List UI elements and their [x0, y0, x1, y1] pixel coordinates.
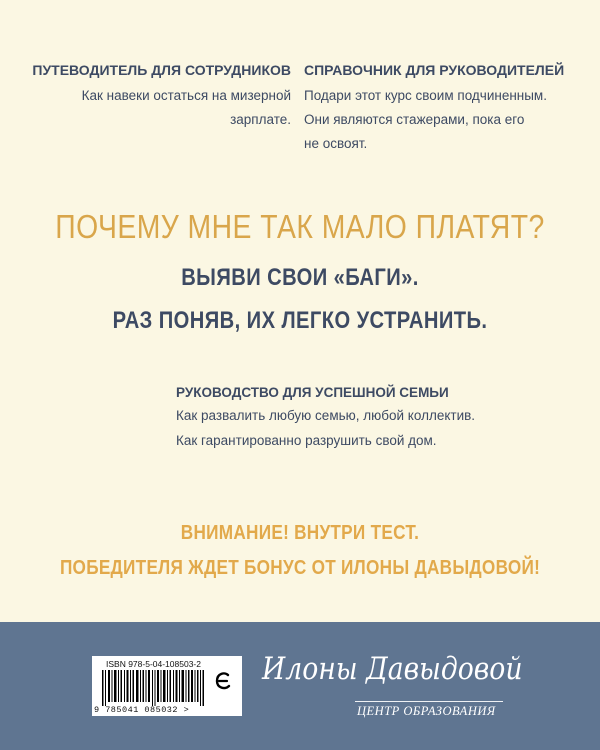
brand-tagline: ЦЕНТР ОБРАЗОВАНИЯ: [357, 704, 496, 718]
brand-signature: Илоны Давыдовой: [262, 651, 523, 687]
managers-guide-line: Они являются стажерами, пока его: [304, 112, 525, 127]
isbn-number: ISBN 978-5-04-108503-2: [106, 659, 201, 669]
brand-divider: [355, 701, 503, 702]
employees-guide-line: зарплате.: [230, 112, 291, 127]
managers-guide-line: не освоят.: [304, 136, 368, 151]
employees-guide-text: [82, 84, 291, 132]
employees-guide-line: Как навеки остаться на мизерной: [81, 88, 291, 103]
barcode-digits: 9 785041 085032 >: [94, 705, 190, 715]
family-guide-line: Как развалить любую семью, любой коллектив.: [176, 408, 476, 423]
managers-guide-heading: СПРАВОЧНИК ДЛЯ РУКОВОДИТЕЛЕЙ: [304, 62, 565, 78]
family-guide-heading: РУКОВОДСТВО ДЛЯ УСПЕШНОЙ СЕМЬИ: [176, 385, 449, 400]
publisher-logo-icon: [212, 670, 234, 692]
notice-line-1: ВНИМАНИЕ! ВНУТРИ ТЕСТ.: [180, 522, 420, 544]
main-question: ПОЧЕМУ МНЕ ТАК МАЛО ПЛАТЯТ?: [55, 208, 545, 245]
main-line-1: ВЫЯВИ СВОИ «БАГИ».: [181, 264, 419, 291]
barcode-bars: [102, 670, 210, 706]
employees-guide-heading: ПУТЕВОДИТЕЛЬ ДЛЯ СОТРУДНИКОВ: [32, 62, 291, 78]
family-guide-line: Как гарантированно разрушить свой дом.: [176, 433, 437, 448]
managers-guide-line: Подари этот курс своим подчиненным.: [304, 88, 547, 103]
managers-guide-text: [304, 84, 547, 156]
main-line-2: РАЗ ПОНЯВ, ИХ ЛЕГКО УСТРАНИТЬ.: [112, 307, 488, 334]
notice-line-2: ПОБЕДИТЕЛЯ ЖДЕТ БОНУС ОТ ИЛОНЫ ДАВЫДОВОЙ!: [59, 557, 541, 579]
